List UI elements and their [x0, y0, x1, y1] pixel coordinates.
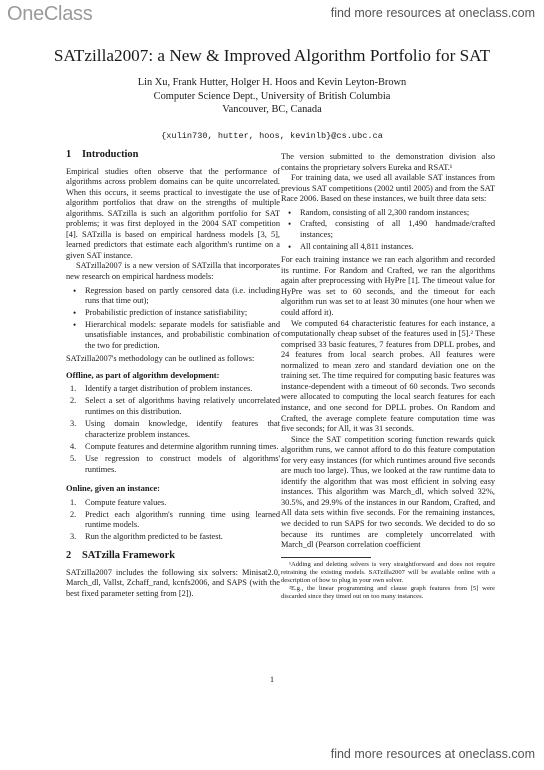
right-paragraph-2: For training data, we used all available SAT instances from previous SAT competitions (2002 until 2005) and from the SAT Race 2006. Based on these instances, we built three data sets:	[281, 173, 495, 204]
right-column	[281, 152, 495, 602]
paper-title: SATzilla2007: a New & Improved Algorithm Portfolio for SAT	[53, 46, 491, 65]
author-block	[0, 76, 544, 117]
list-item: 1. Identify a target distribution of problem instances.	[70, 384, 253, 394]
offline-heading: Offline, as part of algorithm development:	[66, 369, 220, 380]
list-item: • All containing all 4,811 instances.	[281, 242, 495, 253]
authors: Lin Xu, Frank Hutter, Holger H. Hoos and Kevin Leyton-Brown	[137, 77, 407, 88]
online-heading: Online, given an instance:	[66, 483, 160, 494]
list-item: • Hierarchical models: separate models for satisfiable and unsatisfiable instances, and probabilistic combination of the two for prediction.	[66, 320, 280, 352]
list-item: 2. Predict each algorithm's running time using learned runtime models.	[70, 509, 280, 530]
feature-bullet-list	[66, 286, 280, 352]
list-item: 3. Using domain knowledge, identify features that characterize problem instances.	[70, 419, 280, 439]
list-item: 1. Compute feature values.	[70, 497, 167, 507]
list-item: • Probabilistic prediction of instance satisfiability;	[66, 308, 280, 319]
list-item: • Regression based on partly censored data (i.e. including runs that time out);	[66, 286, 280, 307]
footnote-2: ²E.g., the linear programming and clause graph features from [5] were discarded since they timed out on too many instances.	[281, 585, 495, 601]
oneclass-logo[interactable]	[7, 3, 92, 25]
list-item: 3. Run the algorithm predicted to be fastest.	[70, 532, 223, 542]
framework-paragraph: SATzilla2007 includes the following six solvers: Minisat2.0, March_dl, Vallst, Zchaff_rand, kcnfs2006, and SAPS (with the best fixed parameter setting from [2]).	[66, 567, 280, 598]
list-item: 4. Compute features and determine algorithm running times.	[70, 441, 279, 451]
intro-paragraph-1: Empirical studies often observe that the performance of algorithms across problem domains can be quite uncorrelated. When this occurs, it seems practical to investigate the use of algorithm portfolios that draw on the strengths of multiple algorithms. SATzilla is such an algorithm portfolio for SAT problems; it was first deployed in the 2004 SAT competition [4]. SATzilla is based on empirical hardness models [3, 5], learned predictors that estimate each algorithm's runtime on a given SAT instance.	[66, 166, 280, 260]
section-2-heading: 2 SATzilla Framework	[66, 549, 176, 561]
author-emails: {xulin730, hutter, hoos, kevinlb}@cs.ubc.ca	[161, 131, 383, 141]
list-item: • Random, consisting of all 2,300 random instances;	[281, 208, 495, 219]
intro-paragraph-3: SATzilla2007's methodology can be outlined as follows:	[66, 354, 255, 364]
list-item: 5. Use regression to construct models of algorithms' runtimes.	[70, 453, 280, 474]
site-header	[0, 0, 544, 30]
section-1-heading: 1 Introduction	[66, 149, 139, 160]
right-paragraph-4: We computed 64 characteristic features for each instance, a computationally cheap subset of the features used in [5].² These comprised 33 basic features, 7 features from DPLL probes, and 24 features from local search probes. All features were normalized to mean zero and standard deviation one on the training set. The time required for computing basic features was instance-dependent with a timeout of 60 seconds. Two seconds were allocated to computing the local search features for each instance, and one second for DPLL probes. On Random and Crafted, the average complete feature computation time was five seconds; for All, it was 31 seconds.	[281, 318, 495, 434]
left-column	[66, 150, 280, 599]
right-paragraph-5: Since the SAT competition scoring function rewards quick algorithm runs, we cannot afford to do this feature computation for very easy instances (for which runtimes around five seconds are much too large). Thus, we looked at the raw runtime data to identify the algorithm that was most efficient in solving easy instances. This algorithm was March_dl, which solved 32%, 30.5%, and 29.9% of the instances in our Random, Crafted, and All data sets within five seconds. For the remaining instances, we decided to run SAPS for two seconds. We decided to do so because its runtimes are completely uncorrelated with March_dl (Pearson correlation coefficient	[281, 434, 495, 550]
affiliation: Computer Science Dept., University of British Columbia	[153, 90, 391, 102]
page-number: 1	[269, 674, 275, 684]
resources-link-bottom[interactable]: find more resources at oneclass.com	[330, 747, 535, 761]
resources-link-top[interactable]: find more resources at oneclass.com	[330, 6, 535, 20]
list-item: 2. Select a set of algorithms having relatively uncorrelated runtimes on this distribution.	[70, 396, 280, 416]
footnote-divider	[281, 557, 371, 558]
location: Vancouver, BC, Canada	[222, 104, 322, 116]
list-item: • Crafted, consisting of all 1,490 handmade/crafted instances;	[281, 219, 495, 240]
offline-steps	[66, 384, 280, 475]
dataset-list	[281, 208, 495, 253]
right-paragraph-1: The version submitted to the demonstration division also contains the proprietary solvers Eureka and RSAT.¹	[281, 152, 495, 172]
logo-text: OneClass	[7, 2, 93, 25]
footnote-1: ¹Adding and deleting solvers is very straightforward and does not require retraining the existing models. SATzilla2007 will be available online with a description of how to plug in your own solver.	[281, 560, 495, 585]
right-paragraph-3: For each training instance we ran each algorithm and recorded its runtime. For Random and Crafted, we ran the algorithms again after preprocessing with HyPre [1]. The timeout value for HyPre was set to 60 seconds, and the timeout for each algorithm run was set to at least 30 minutes (one hour when we could afford it).	[281, 255, 495, 318]
intro-paragraph-2: SATzilla2007 is a new version of SATzilla that incorporates new research on empirical hardness models:	[66, 261, 280, 282]
online-steps	[66, 498, 280, 543]
